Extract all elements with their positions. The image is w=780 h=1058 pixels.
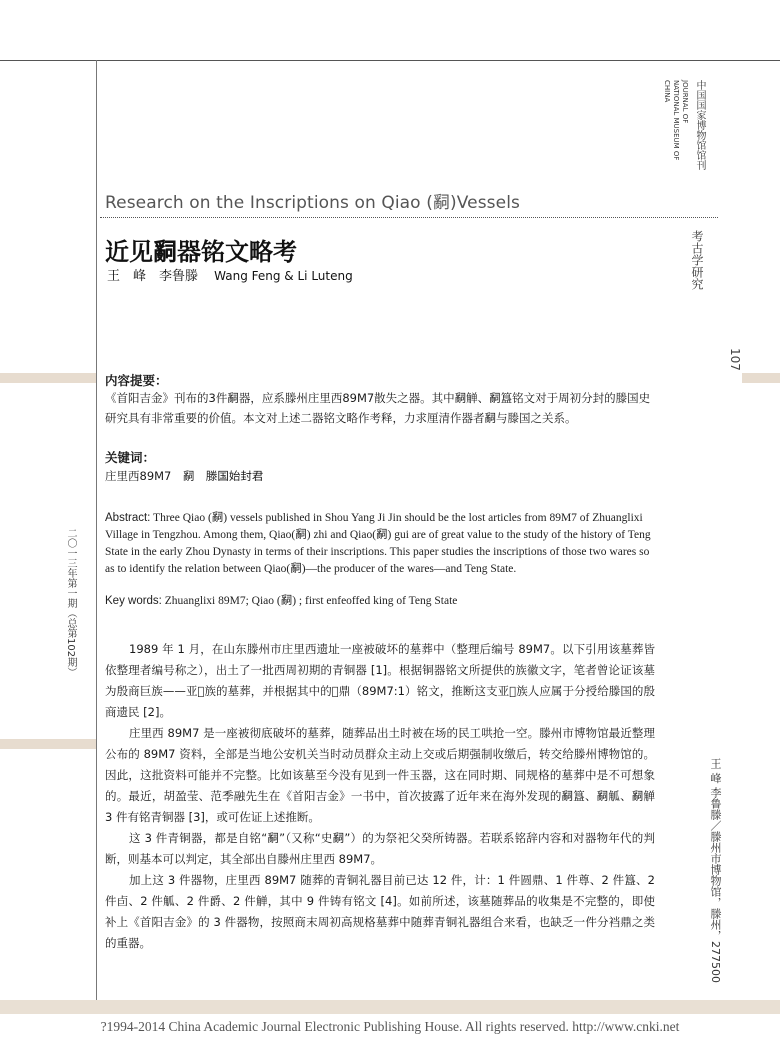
abstract-text: Three Qiao (𤔲) vessels published in Shou Yang Ji Jin should be the lost articles from 89M7 of Zhuanglixi Village in Tengzhou. Among them, Qiao(𤔲) zhi and Qiao(𤔲) gui are of great value to the study of the history of Teng State in the early Zhou Dynasty in terms of their inscriptions. This paper studies the inscriptions of those two wares so as to identify the relation between Qiao(𤔲)—the producer of the wares—and Teng State. — [105, 512, 651, 575]
journal-cn-name: 中国国家博物馆馆刊 — [694, 80, 705, 170]
bottom-band — [0, 1000, 780, 1014]
body-text — [105, 639, 655, 954]
paragraph: 加上这 3 件器物，庄里西 89M7 随葬的青铜礼器目前已达 12 件，计：1 件圆鼎、1 件尊、2 件簋、2 件卣、2 件觚、2 件爵、2 件觯，其中 9 件铸有铭文 [4]。如前所述，该墓随葬品的收集是不完整的，即使补上《首阳吉金》的 3 件器物，按照商末周初高规格墓葬中随葬青铜礼器组合来看，也缺乏一件分裆鼎之类的重器。 — [105, 873, 655, 950]
top-rule — [0, 60, 780, 61]
left-band-lower — [0, 739, 96, 749]
keywords-en — [105, 594, 665, 607]
authors-cn: 王 峰 李鲁滕 — [107, 269, 199, 284]
paragraph: 这 3 件青铜器，都是自铭“𤔲”（又称“史𤔲”）的为祭祀父癸所铸器。若联系铭辞内容和对器物年代的判断，则基本可以判定，其全部出自滕州庄里西 89M7。 — [105, 831, 655, 866]
copyright-footer: ?1994-2014 China Academic Journal Electronic Publishing House. All rights reserved. http://www.cnki.net — [100, 1019, 680, 1034]
margin-rule — [96, 60, 97, 1000]
page-number: 107 — [728, 348, 742, 371]
summary-heading: 内容提要： — [105, 373, 168, 388]
title-cn: 近见𤔲器铭文略考 — [105, 238, 297, 266]
column-label: 考古学研究 — [690, 230, 704, 290]
abstract — [105, 510, 653, 578]
journal-en-name-2: NATIONAL MUSEUM OF — [672, 80, 680, 161]
journal-en-name-1: JOURNAL OF — [681, 80, 689, 124]
right-band — [742, 373, 780, 383]
paragraph: 庄里西 89M7 是一座被彻底破坏的墓葬，随葬品出土时被在场的民工哄抢一空。滕州市博物馆最近整理公布的 89M7 资料，全部是当地公安机关当时动员群众主动上交或后期强制收缴后，转交给滕州博物馆的。因此，这批资料可能并不完整。比如该墓至今没有见到一件玉器，这在同时期、同规格的墓葬中是不可想象的。最近，胡盈莹、范季融先生在《首阳吉金》一书中，首次披露了近年来在海外发现的𤔲簋、𤔲觚、𤔲觯 3 件有铭青铜器 [3]，或可佐证上述推断。 — [105, 726, 655, 824]
authors-en: Wang Feng & Li Luteng — [214, 269, 353, 283]
keywords-text: 庄里西89M7 𤔲 滕国始封君 — [105, 469, 264, 483]
keywords-en-text: Zhuanglixi 89M7; Qiao (𤔲) ; first enfeoffed king of Teng State — [161, 595, 458, 607]
authors — [107, 265, 353, 284]
paragraph: 1989 年 1 月，在山东滕州市庄里西遗址一座被破坏的墓葬中（整理后编号 89M7。以下引用该墓葬皆依整理者编号称之），出土了一批西周初期的青铜器 [1]。根据铜器铭文所提供的族徽文字，笔者曾论证该墓为殷商巨族——亚𠤷族的墓葬，并根据其中的𤔲鼎（89M7:1）铭文，推断这支亚𠤷族人应属于分授给滕国的殷商遗民 [2]。 — [105, 642, 655, 719]
left-band — [0, 373, 96, 383]
title-en: Research on the Inscriptions on Qiao (𤔲)Vessels — [105, 193, 520, 213]
issue-info: 二〇一三年第一期（总第102期） — [65, 528, 76, 678]
title-divider — [100, 217, 718, 218]
author-affiliation: 王 峰 李鲁滕／滕州市博物馆，滕州，277500 — [709, 758, 722, 983]
summary-text: 《首阳吉金》刊布的3件𤔲器，应系滕州庄里西89M7散失之器。其中𤔲觯、𤔲簋铭文对于周初分封的滕国史研究具有非常重要的价值。本文对上述二器铭文略作考释，力求厘清作器者𤔲与滕国之关系。 — [105, 391, 651, 425]
abstract-label: Abstract: — [105, 512, 151, 524]
journal-en-name-3: CHINA — [663, 80, 671, 103]
keywords-en-label: Key words: — [105, 595, 162, 607]
keywords-heading: 关键词： — [105, 450, 156, 465]
